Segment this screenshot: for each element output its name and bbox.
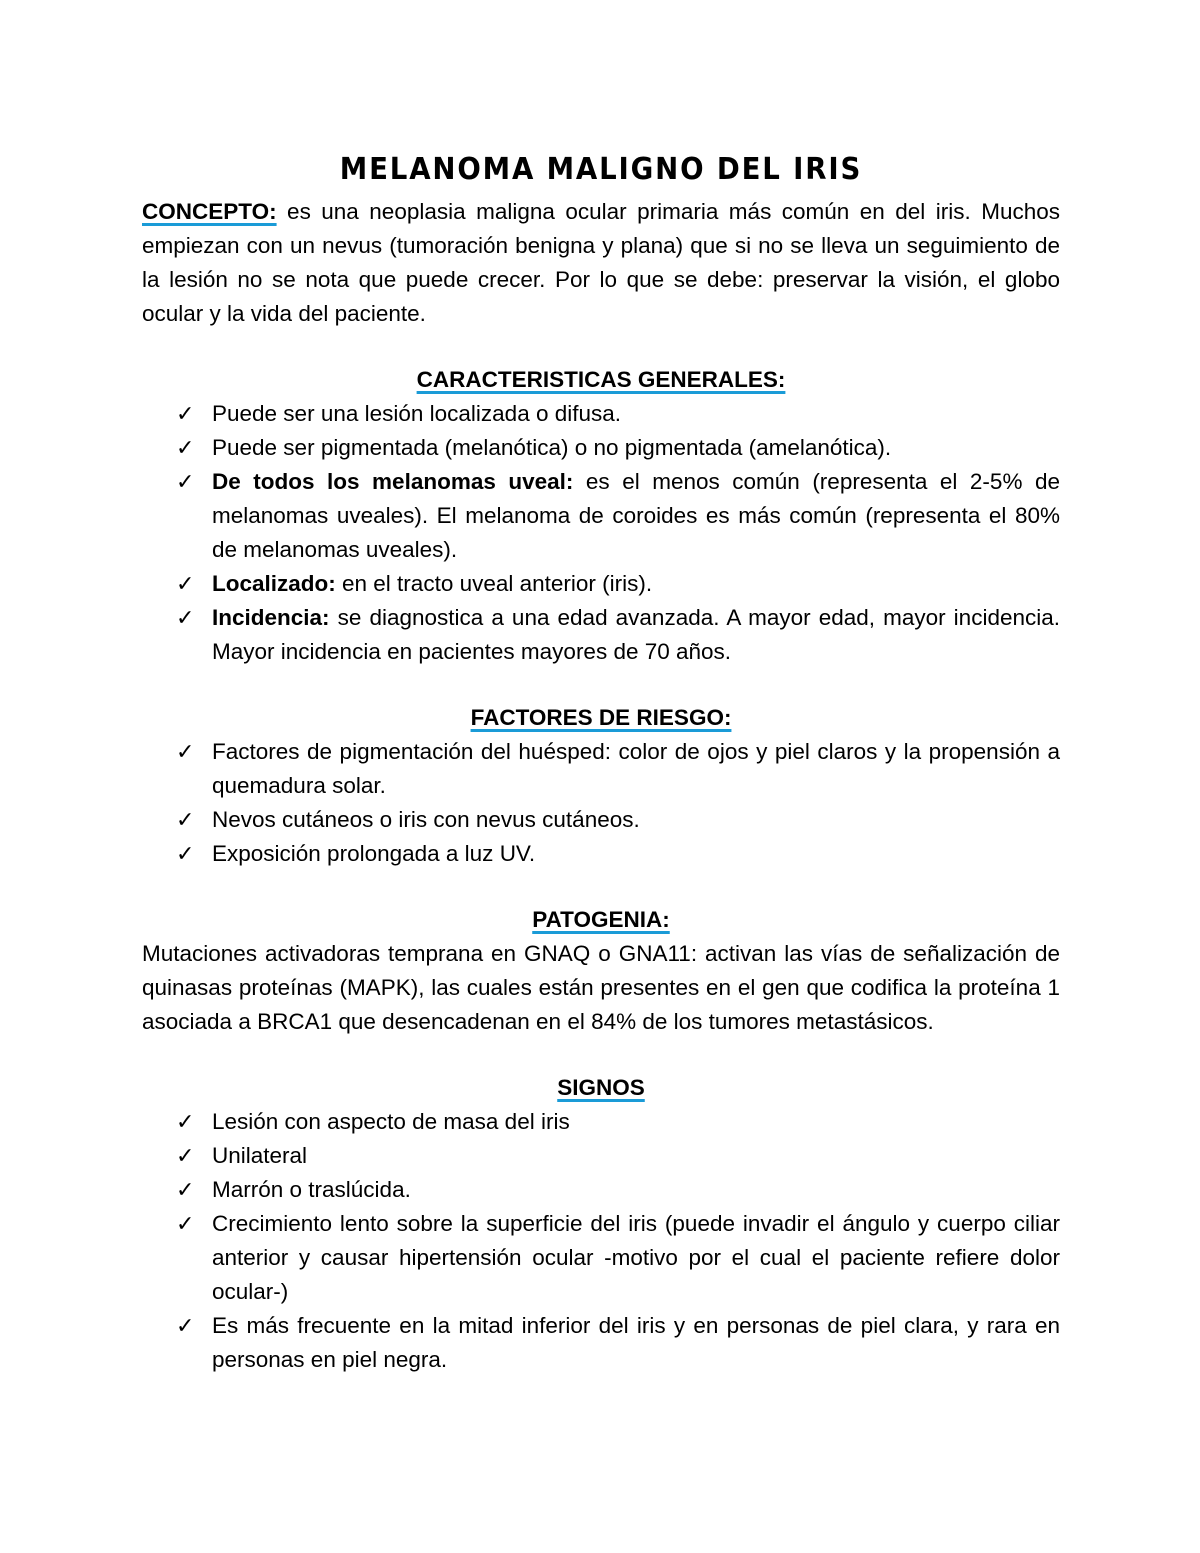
checkmark-icon: ✓ (176, 401, 195, 426)
list-item: ✓ Lesión con aspecto de masa del iris (142, 1105, 1060, 1139)
list-item: ✓ Puede ser una lesión localizada o difusa. (142, 397, 1060, 431)
list-item: ✓ Crecimiento lento sobre la superficie del iris (puede invadir el ángulo y cuerpo ciliar anterior y causar hipertensión ocular -motivo por el cual el paciente refiere dolor ocular-) (142, 1207, 1060, 1309)
factores-heading: FACTORES DE RIESGO: (470, 705, 732, 730)
checkmark-icon: ✓ (176, 841, 195, 866)
factores-list (142, 735, 1060, 871)
checkmark-icon: ✓ (176, 571, 195, 596)
concepto-paragraph (142, 195, 1060, 331)
signos-heading: SIGNOS (557, 1075, 645, 1100)
list-item: ✓ Puede ser pigmentada (melanótica) o no pigmentada (amelanótica). (142, 431, 1060, 465)
list-item: ✓ Marrón o traslúcida. (142, 1173, 1060, 1207)
list-item: ✓ Es más frecuente en la mitad inferior del iris y en personas de piel clara, y rara en personas en piel negra. (142, 1309, 1060, 1377)
checkmark-icon: ✓ (176, 739, 195, 764)
checkmark-icon: ✓ (176, 1177, 195, 1202)
list-item: ✓ Incidencia: se diagnostica a una edad avanzada. A mayor edad, mayor incidencia. Mayor incidencia en pacientes mayores de 70 años. (142, 601, 1060, 669)
checkmark-icon: ✓ (176, 469, 195, 494)
checkmark-icon: ✓ (176, 1313, 195, 1338)
patogenia-paragraph: Mutaciones activadoras temprana en GNAQ o GNA11: activan las vías de señalización de quinasas proteínas (MAPK), las cuales están presentes en el gen que codifica la proteína 1 asociada a BRCA1 que desencadenan en el 84% de los tumores metastásicos. (142, 941, 1060, 1034)
document-page (142, 145, 1060, 1377)
patogenia-heading: PATOGENIA: (532, 907, 670, 932)
list-item: ✓ Unilateral (142, 1139, 1060, 1173)
checkmark-icon: ✓ (176, 435, 195, 460)
concepto-label: CONCEPTO: (142, 199, 277, 224)
checkmark-icon: ✓ (176, 1109, 195, 1134)
checkmark-icon: ✓ (176, 807, 195, 832)
signos-list (142, 1105, 1060, 1377)
checkmark-icon: ✓ (176, 1143, 195, 1168)
list-item: ✓ Exposición prolongada a luz UV. (142, 837, 1060, 871)
caracteristicas-heading: CARACTERISTICAS GENERALES: (416, 367, 786, 392)
list-item: ✓ De todos los melanomas uveal: es el menos común (representa el 2-5% de melanomas uveales). El melanoma de coroides es más común (representa el 80% de melanomas uveales). (142, 465, 1060, 567)
caracteristicas-list (142, 397, 1060, 669)
checkmark-icon: ✓ (176, 605, 195, 630)
list-item: ✓ Factores de pigmentación del huésped: color de ojos y piel claros y la propensión a quemadura solar. (142, 735, 1060, 803)
concepto-text: es una neoplasia maligna ocular primaria más común en del iris. Muchos empiezan con un nevus (tumoración benigna y plana) que si no se lleva un seguimiento de la lesión no se nota que puede crecer. Por lo que se debe: preservar la visión, el globo ocular y la vida del paciente. (142, 199, 1060, 326)
list-item: ✓ Nevos cutáneos o iris con nevus cutáneos. (142, 803, 1060, 837)
checkmark-icon: ✓ (176, 1211, 195, 1236)
document-title: MELANOMA MALIGNO DEL IRIS (339, 152, 863, 187)
list-item: ✓ Localizado: en el tracto uveal anterior (iris). (142, 567, 1060, 601)
